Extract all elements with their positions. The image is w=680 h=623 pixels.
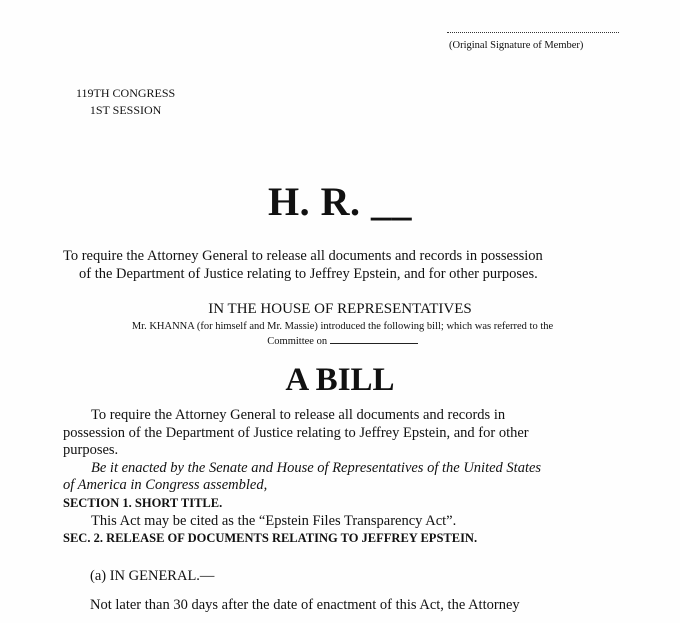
- session-label: 1ST SESSION: [89, 103, 162, 117]
- a-bill-heading: A BILL: [285, 362, 395, 398]
- signature-line: [447, 32, 619, 33]
- body-purpose-line-1: To require the Attorney General to release all documents and records in: [91, 407, 506, 423]
- committee-blank: [330, 334, 418, 344]
- bill-purpose-line-2: of the Department of Justice relating to Jeffrey Epstein, and for other purposes.: [79, 266, 538, 282]
- body-purpose-line-2: possession of the Department of Justice relating to Jeffrey Epstein, and for other: [63, 424, 529, 441]
- introduction-text: [70, 320, 615, 349]
- committee-label: Committee on: [267, 336, 328, 347]
- bill-number-title: H. R. __: [268, 179, 412, 224]
- section-2-heading: SEC. 2. RELEASE OF DOCUMENTS RELATING TO JEFFREY EPSTEIN.: [63, 531, 478, 546]
- house-heading: IN THE HOUSE OF REPRESENTATIVES: [208, 301, 472, 317]
- subsection-a-heading: (a) IN GENERAL.—: [90, 568, 215, 584]
- introduction-line-2: [70, 334, 615, 349]
- congress-session-block: [76, 85, 175, 119]
- introduction-line-1: Mr. KHANNA (for himself and Mr. Massie) introduced the following bill; which was referred to the: [131, 321, 554, 332]
- bill-purpose: [63, 247, 618, 283]
- section-1-heading: SECTION 1. SHORT TITLE.: [63, 495, 223, 510]
- bill-body: [63, 407, 623, 548]
- subsection-a-text: Not later than 30 days after the date of enactment of this Act, the Attorney: [90, 597, 520, 613]
- enacting-clause-line-1: Be it enacted by the Senate and House of Representatives of the United States: [91, 459, 542, 476]
- bill-purpose-line-1: To require the Attorney General to release all documents and records in possession: [63, 248, 543, 264]
- congress-number: 119TH CONGRESS: [76, 86, 176, 100]
- signature-caption: (Original Signature of Member): [449, 40, 584, 51]
- enacting-clause-line-2: of America in Congress assembled,: [63, 477, 268, 494]
- section-1-text: This Act may be cited as the “Epstein Files Transparency Act”.: [91, 512, 457, 529]
- body-purpose-line-3: purposes.: [63, 442, 119, 459]
